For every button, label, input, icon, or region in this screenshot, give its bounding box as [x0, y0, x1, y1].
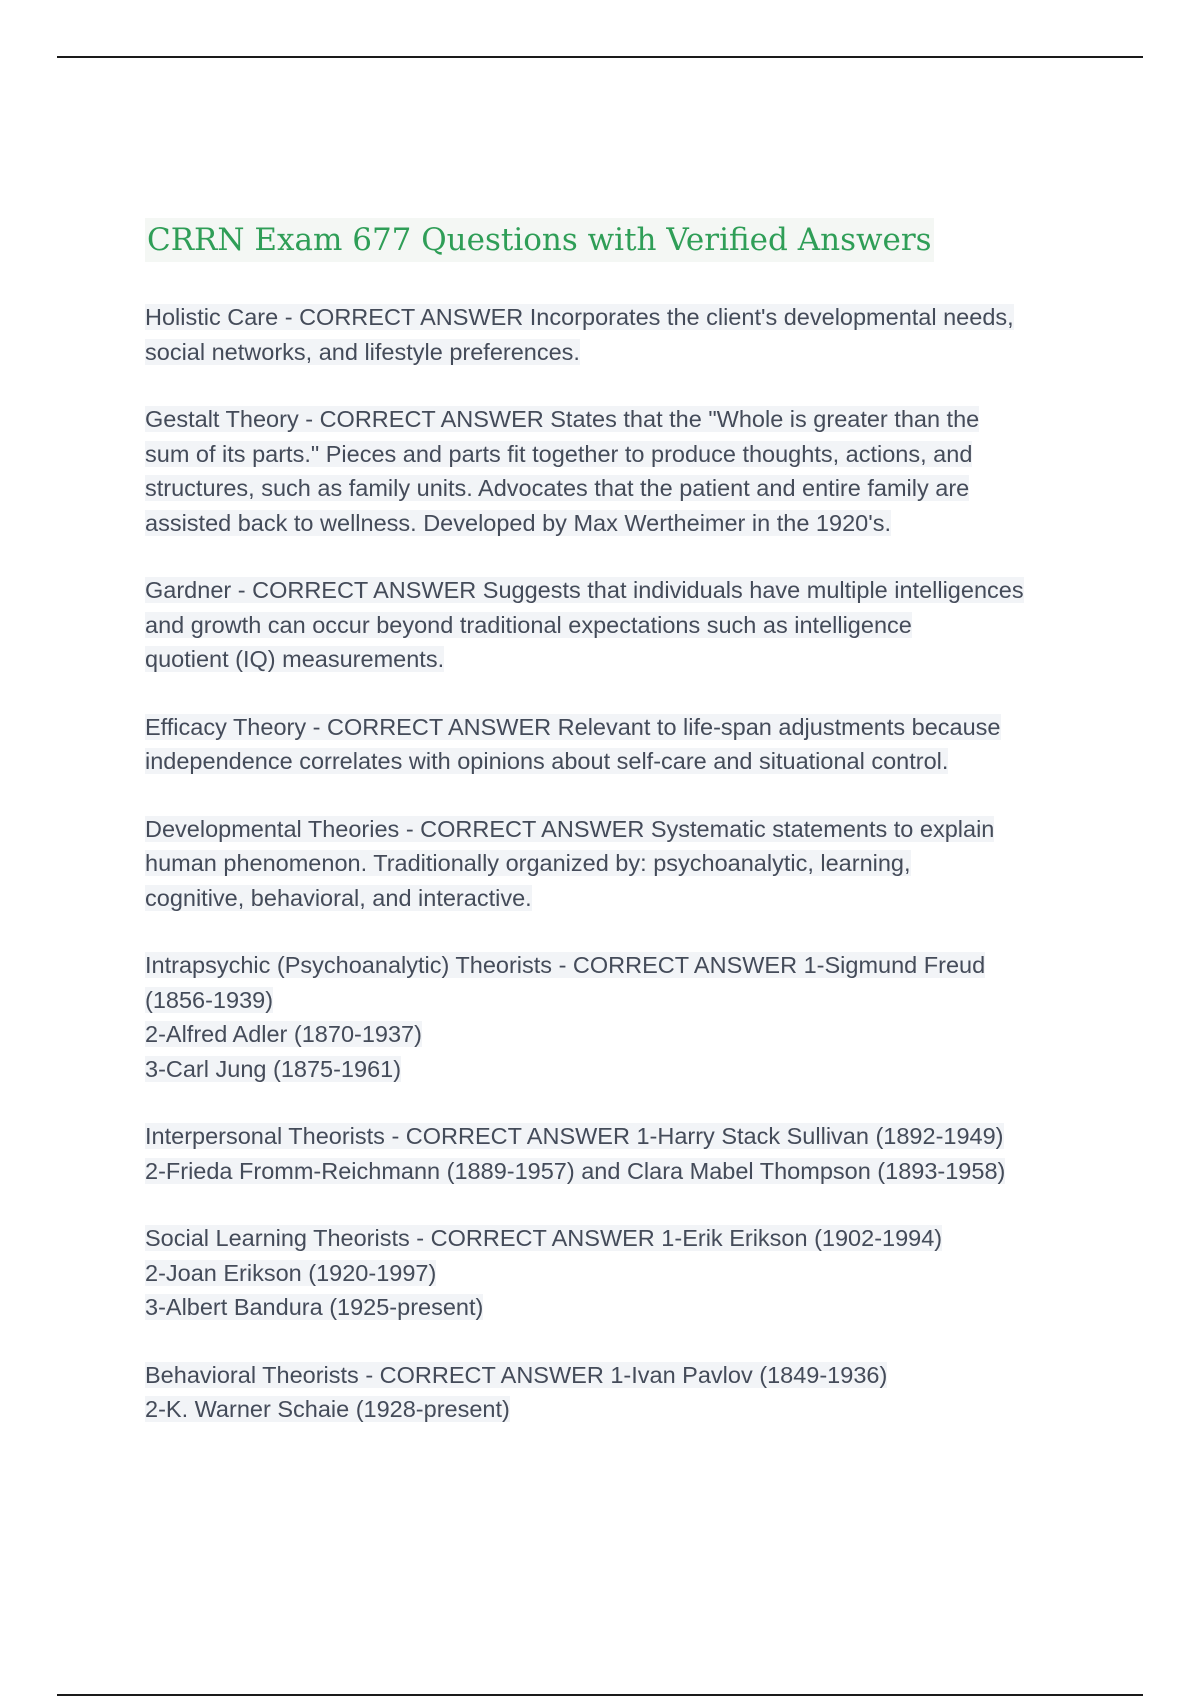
qa-entry-line: [145, 1392, 1085, 1427]
qa-entry: [145, 1119, 1085, 1188]
qa-entry-text: cognitive, behavioral, and interactive.: [145, 884, 532, 911]
qa-entry-line: [145, 983, 1085, 1018]
qa-entry: [145, 573, 1085, 677]
qa-entry-line: [145, 1119, 1085, 1154]
qa-entry-line: [145, 1052, 1085, 1087]
qa-entry-text: 2-Joan Erikson (1920-1997): [145, 1259, 437, 1286]
qa-entry-line: [145, 437, 1085, 472]
bottom-divider: [57, 1694, 1143, 1696]
qa-entry: [145, 1221, 1085, 1325]
qa-entry-line: [145, 642, 1085, 677]
qa-entry-text: structures, such as family units. Advocates that the patient and entire family are: [145, 475, 970, 501]
qa-list: [145, 300, 1085, 1427]
qa-entry-line: [145, 846, 1085, 881]
qa-entry-text: and growth can occur beyond traditional expectations such as intelligence: [145, 611, 912, 638]
qa-entry-line: [145, 300, 1085, 335]
qa-entry-text: assisted back to wellness. Developed by Max Wertheimer in the 1920's.: [145, 509, 891, 536]
qa-entry: [145, 300, 1085, 369]
qa-entry-text: Developmental Theories - CORRECT ANSWER Systematic statements to explain: [145, 815, 995, 842]
qa-entry-text: Efficacy Theory - CORRECT ANSWER Relevant to life-span adjustments because: [145, 713, 1001, 740]
qa-entry-text: social networks, and lifestyle preferences.: [145, 338, 580, 365]
qa-entry-text: human phenomenon. Traditionally organized by: psychoanalytic, learning,: [145, 850, 911, 876]
qa-entry-text: quotient (IQ) measurements.: [145, 646, 445, 672]
qa-entry-line: [145, 506, 1085, 541]
qa-entry-text: Social Learning Theorists - CORRECT ANSWER 1-Erik Erikson (1902-1994): [145, 1225, 943, 1251]
qa-entry-text: 2-Frieda Fromm-Reichmann (1889-1957) and Clara Mabel Thompson (1893-1958): [145, 1157, 1006, 1184]
qa-entry-text: Interpersonal Theorists - CORRECT ANSWER 1-Harry Stack Sullivan (1892-1949): [145, 1123, 1004, 1149]
top-divider: [57, 56, 1143, 58]
qa-entry-line: [145, 710, 1085, 745]
qa-entry-line: [145, 1154, 1085, 1189]
document-body: [145, 218, 1085, 1460]
qa-entry: [145, 948, 1085, 1086]
qa-entry-line: [145, 881, 1085, 916]
qa-entry-text: independence correlates with opinions about self-care and situational control.: [145, 748, 949, 774]
qa-entry: [145, 402, 1085, 540]
qa-entry-text: 3-Albert Bandura (1925-present): [145, 1294, 484, 1320]
qa-entry-line: [145, 1017, 1085, 1052]
qa-entry-text: sum of its parts." Pieces and parts fit together to produce thoughts, actions, and: [145, 440, 973, 467]
qa-entry-line: [145, 471, 1085, 506]
document-title: CRRN Exam 677 Questions with Verified Answers: [145, 218, 934, 262]
qa-entry-line: [145, 1358, 1085, 1393]
qa-entry-text: Intrapsychic (Psychoanalytic) Theorists - CORRECT ANSWER 1-Sigmund Freud: [145, 952, 986, 978]
qa-entry-text: Behavioral Theorists - CORRECT ANSWER 1-Ivan Pavlov (1849-1936): [145, 1361, 888, 1388]
qa-entry-text: 3-Carl Jung (1875-1961): [145, 1055, 402, 1082]
qa-entry-line: [145, 573, 1085, 608]
qa-entry-line: [145, 812, 1085, 847]
qa-entry-line: [145, 1290, 1085, 1325]
qa-entry: [145, 1358, 1085, 1427]
qa-entry-line: [145, 948, 1085, 983]
qa-entry-line: [145, 608, 1085, 643]
qa-entry-text: Gardner - CORRECT ANSWER Suggests that individuals have multiple intelligences: [145, 577, 1024, 603]
qa-entry-text: Gestalt Theory - CORRECT ANSWER States that the "Whole is greater than the: [145, 406, 980, 432]
qa-entry-text: 2-Alfred Adler (1870-1937): [145, 1021, 422, 1047]
qa-entry-line: [145, 402, 1085, 437]
qa-entry-line: [145, 335, 1085, 370]
qa-entry-text: 2-K. Warner Schaie (1928-present): [145, 1396, 510, 1422]
qa-entry-line: [145, 744, 1085, 779]
qa-entry-line: [145, 1221, 1085, 1256]
qa-entry-text: (1856-1939): [145, 986, 274, 1013]
qa-entry-line: [145, 1256, 1085, 1291]
qa-entry: [145, 812, 1085, 916]
qa-entry-text: Holistic Care - CORRECT ANSWER Incorporates the client's developmental needs,: [145, 304, 1014, 330]
qa-entry: [145, 710, 1085, 779]
